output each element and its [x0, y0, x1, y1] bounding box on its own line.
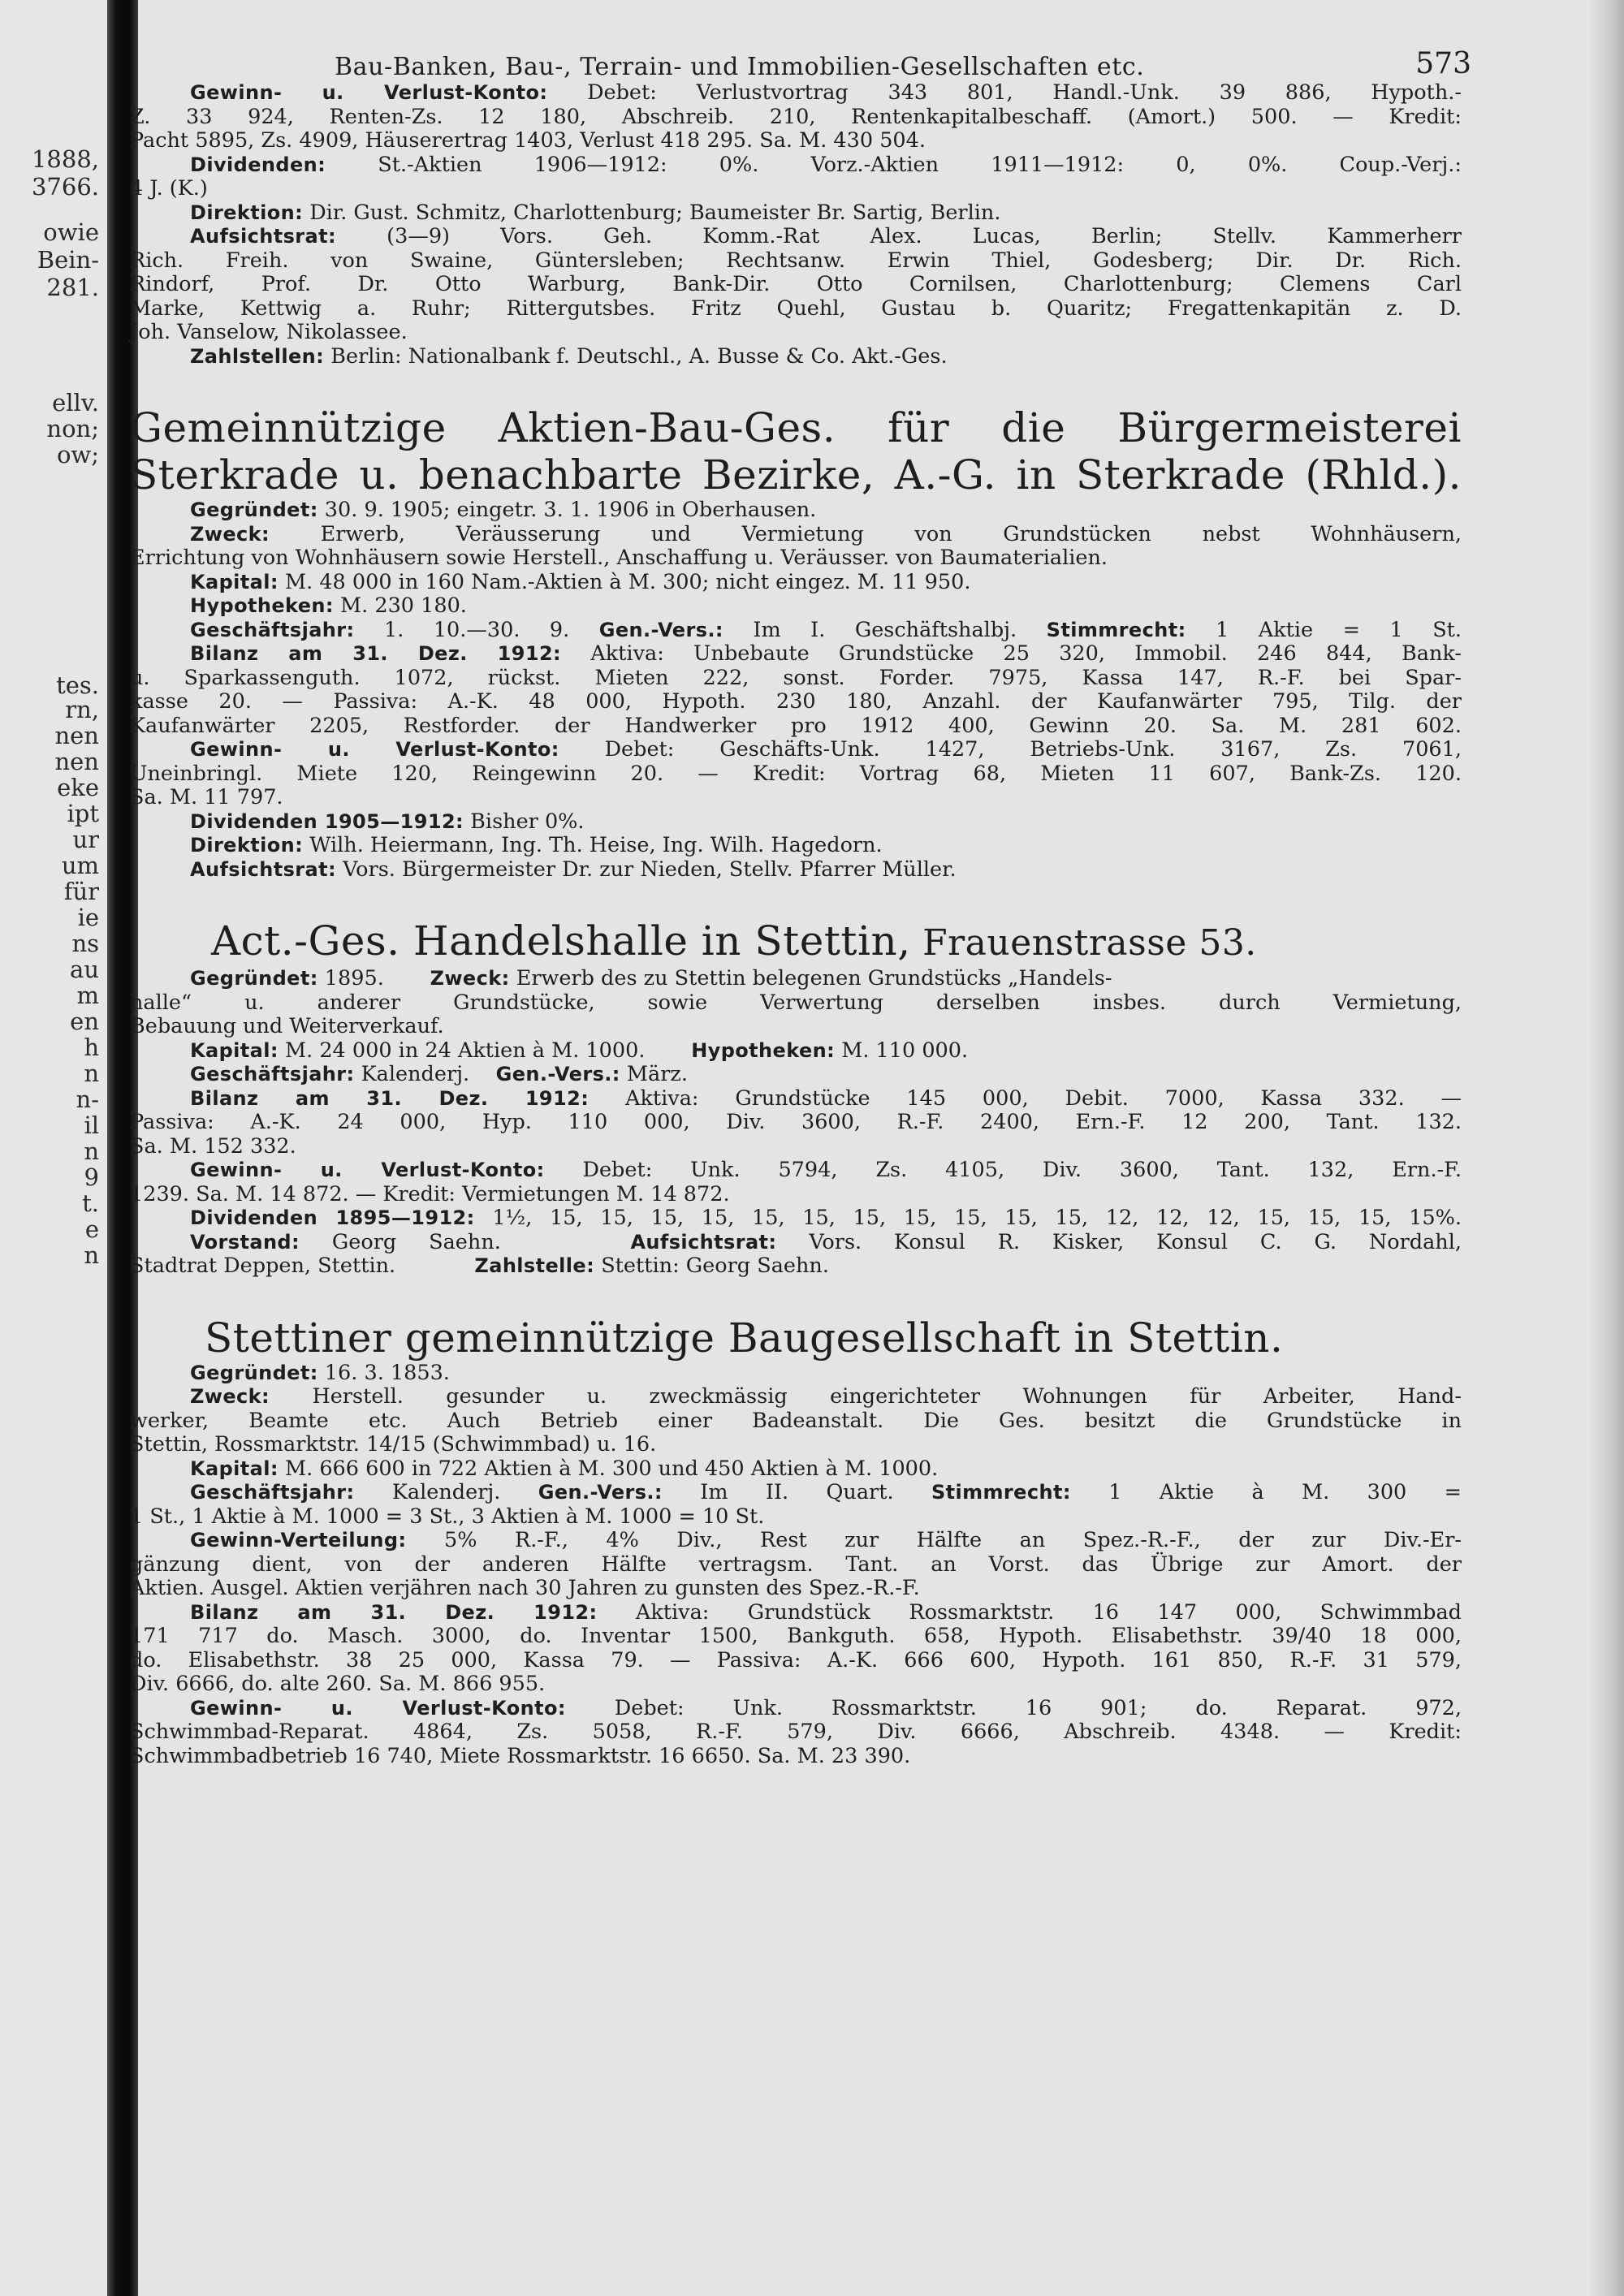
field-label: Geschäftsjahr:	[190, 618, 355, 641]
field-label: Dividenden 1905—1912:	[190, 809, 464, 833]
field-label: Kapital:	[190, 1457, 279, 1480]
field-text: M. 48 000 in 160 Nam.-Aktien à M. 300; nicht eingez. M. 11 950.	[278, 569, 971, 594]
field-text: Herstell. gesunder u. zweckmässig eingerichteter Wohnungen für Arbeiter, Hand-	[270, 1384, 1462, 1409]
previous-page-fragment: h	[84, 1034, 99, 1061]
field-label: Gegründet:	[190, 967, 318, 990]
field-text: halle“ u. anderer Grundstücke, sowie Verwertung derselben insbes. durch Vermietung,	[130, 990, 1462, 1015]
field-label: Stimmrecht:	[1046, 618, 1186, 641]
field-text: M. 230 180.	[333, 593, 467, 618]
field-text: M. 666 600 in 722 Aktien à M. 300 und 450 Aktien à M. 1000.	[278, 1456, 939, 1481]
previous-page-fragment: für	[63, 878, 99, 905]
field-text: Aktiva: Grundstücke 145 000, Debit. 7000, Kassa 332. —	[589, 1085, 1462, 1111]
field-label: Bilanz am 31. Dez. 1912:	[190, 1600, 598, 1624]
entry-stettiner-baugesellschaft	[130, 1314, 1462, 1769]
field-text: Z. 33 924, Renten-Zs. 12 180, Abschreib. 210, Rentenkapitalbeschaff. (Amort.) 500. — Kredit:	[130, 104, 1462, 129]
company-title: Stettiner gemeinnützige Baugesellschaft in Stettin.	[205, 1314, 1284, 1362]
field-text: Georg Saehn.	[300, 1229, 501, 1254]
field-label: Direktion:	[190, 201, 304, 224]
previous-page-fragment: 1888,	[31, 145, 99, 173]
field-text: Schwimmbadbetrieb 16 740, Miete Rossmarktstr. 16 6650. Sa. M. 23 390.	[130, 1743, 911, 1768]
field-label: Bilanz am 31. Dez. 1912:	[190, 1086, 590, 1110]
field-label: Gewinn- u. Verlust-Konto:	[190, 81, 548, 104]
field-text: Debet: Unk. 5794, Zs. 4105, Div. 3600, Tant. 132, Ern.-F.	[544, 1158, 1462, 1182]
field-text: Aktiva: Unbebaute Grundstücke 25 320, Immobil. 246 844, Bank-	[561, 641, 1462, 666]
field-text: 30. 9. 1905; eingetr. 3. 1. 1906 in Oberhausen.	[317, 498, 817, 522]
field-text: Aktiva: Grundstück Rossmarktstr. 16 147 000, Schwimmbad	[597, 1599, 1462, 1625]
field-text: Im I. Geschäftshalbj.	[723, 617, 1017, 642]
field-text: Vors. Konsul R. Kisker, Konsul C. G. Nordahl,	[776, 1229, 1462, 1254]
field-text: Rindorf, Prof. Dr. Otto Warburg, Bank-Dir. Otto Cornilsen, Charlottenburg; Clemens Carl	[130, 272, 1462, 296]
field-text: 171 717 do. Masch. 3000, do. Inventar 1500, Bankguth. 658, Hypoth. Elisabethstr. 39/40 18 000,	[130, 1624, 1462, 1648]
field-label: Bilanz am 31. Dez. 1912:	[190, 642, 562, 665]
running-head	[130, 32, 1471, 81]
field-text: Stettin: Georg Saehn.	[594, 1254, 829, 1278]
field-text: Wilh. Heiermann, Ing. Th. Heise, Ing. Wilh. Hagedorn.	[303, 833, 883, 857]
field-label: Zahlstellen:	[190, 344, 325, 368]
previous-page-fragment: ipt	[67, 800, 99, 827]
previous-page-fragment: n-	[76, 1085, 99, 1113]
running-head-title: Bau-Banken, Bau-, Terrain- und Immobilien-Gesellschaften etc.	[335, 53, 1145, 81]
field-text: Passiva: A.-K. 24 000, Hyp. 110 000, Div. 3600, R.-F. 2400, Ern.-F. 12 200, Tant. 132.	[130, 1110, 1462, 1134]
field-label: Zweck:	[190, 522, 270, 546]
field-text: Debet: Unk. Rossmarktstr. 16 901; do. Reparat. 972,	[565, 1695, 1462, 1720]
entry-handelshalle	[130, 917, 1462, 1279]
previous-page-fragment: nen	[54, 748, 99, 775]
previous-page-fragment: 3766.	[31, 173, 99, 201]
field-text: Vors. Bürgermeister Dr. zur Nieden, Stellv. Pfarrer Müller.	[336, 857, 957, 882]
previous-page-fragment: au	[70, 956, 99, 983]
field-label: Kapital:	[190, 570, 279, 593]
field-text: Div. 6666, do. alte 260. Sa. M. 866 955.	[130, 1672, 546, 1696]
field-text: Stettin, Rossmarktstr. 14/15 (Schwimmbad) u. 16.	[130, 1432, 657, 1457]
previous-page-fragment: ie	[77, 904, 99, 931]
company-address: Frauenstrasse 53.	[910, 922, 1257, 964]
field-text: 5% R.-F., 4% Div., Rest zur Hälfte an Spez.-R.-F., der zur Div.-Er-	[406, 1528, 1462, 1552]
field-text: Kalenderj.	[354, 1480, 501, 1504]
field-text: Uneinbringl. Miete 120, Reingewinn 20. — Kredit: Vortrag 68, Mieten 11 607, Bank-Zs. 120.	[130, 761, 1462, 786]
field-text: Debet: Verlustvortrag 343 801, Handl.-Unk. 39 886, Hypoth.-	[547, 80, 1462, 105]
company-title	[130, 917, 1462, 967]
field-text: u. Sparkassenguth. 1072, rückst. Mieten 222, sonst. Forder. 7975, Kassa 147, R.-F. bei Spar-	[130, 665, 1462, 690]
field-text: Dir. Gust. Schmitz, Charlottenburg; Baumeister Br. Sartig, Berlin.	[303, 200, 1001, 225]
field-text: werker, Beamte etc. Auch Betrieb einer Badeanstalt. Die Ges. besitzt die Grundstücke in	[130, 1408, 1462, 1433]
previous-page-fragment: owie	[43, 218, 99, 246]
field-label: Aufsichtsrat:	[630, 1230, 777, 1254]
field-label: Geschäftsjahr:	[190, 1063, 355, 1085]
field-text: Erwerb des zu Stettin belegenen Grundstücks „Handels-	[509, 966, 1112, 990]
field-text: M. 24 000 in 24 Aktien à M. 1000.	[278, 1038, 646, 1063]
company-title-line2: Sterkrade u. benachbarte Bezirke, A.-G. in Sterkrade (Rhld.).	[130, 451, 1462, 498]
field-label: Aufsichtsrat:	[190, 225, 336, 248]
previous-page-fragment: m	[76, 982, 99, 1009]
field-label: Gegründet:	[190, 498, 318, 521]
field-text: 4 J. (K.)	[130, 176, 208, 201]
field-text: Kaufanwärter 2205, Restforder. der Handwerker pro 1912 400, Gewinn 20. Sa. M. 281 602.	[130, 713, 1462, 738]
previous-page-fragment: 281.	[46, 274, 99, 301]
field-text: (3—9) Vors. Geh. Komm.-Rat Alex. Lucas, Berlin; Stellv. Kammerherr	[336, 224, 1462, 248]
field-label: Zweck:	[190, 1385, 270, 1408]
field-label: Geschäftsjahr:	[190, 1481, 355, 1504]
field-label: Hypotheken:	[691, 1038, 836, 1062]
field-label: Gen.-Vers.:	[495, 1063, 620, 1085]
field-text: Errichtung von Wohnhäusern sowie Herstell., Anschaffung u. Veräusser. von Baumaterialien.	[130, 546, 1108, 570]
page-number: 573	[1415, 47, 1471, 80]
field-label: Gen.-Vers.:	[538, 1481, 663, 1504]
field-text: 1. 10.—30. 9.	[354, 617, 570, 642]
previous-page-fragment: e	[84, 1215, 99, 1243]
field-text: Joh. Vanselow, Nikolassee.	[130, 320, 408, 344]
previous-page-fragment: il	[84, 1111, 99, 1139]
field-label: Gegründet:	[190, 1361, 318, 1384]
field-label: Zahlstelle:	[474, 1254, 595, 1277]
field-text: 1 St., 1 Aktie à M. 1000 = 3 St., 3 Aktien à M. 1000 = 10 St.	[130, 1504, 765, 1529]
field-text: Im II. Quart.	[662, 1480, 894, 1504]
field-text: 1 Aktie = 1 St.	[1186, 617, 1462, 642]
field-text: do. Elisabethstr. 38 25 000, Kassa 79. — Passiva: A.-K. 666 600, Hypoth. 161 850, R.-F. 31 579,	[130, 1647, 1462, 1672]
page-edge-shadow	[1590, 0, 1624, 2296]
previous-page-fragment: um	[61, 852, 99, 879]
entry-continuation	[130, 81, 1462, 369]
field-label: Gen.-Vers.:	[598, 618, 723, 641]
field-text: Aktien. Ausgel. Aktien verjähren nach 30 Jahren zu gunsten des Spez.-R.-F.	[130, 1576, 920, 1600]
company-title: Gemeinnützige Aktien-Bau-Ges. für die Bürgermeisterei	[130, 404, 1462, 451]
previous-page-fragment: nen	[54, 722, 99, 749]
previous-page-fragment: tes.	[56, 671, 99, 699]
previous-page-fragment: en	[70, 1008, 99, 1035]
previous-page-fragment: t.	[82, 1189, 99, 1217]
field-text: 1239. Sa. M. 14 872. — Kredit: Vermietungen M. 14 872.	[130, 1181, 730, 1206]
previous-page-fragment: ur	[72, 826, 99, 853]
previous-page-fragment: n	[84, 1241, 99, 1269]
document-page	[130, 32, 1471, 1768]
field-text: Pacht 5895, Zs. 4909, Häuserertrag 1403, Verlust 418 295. Sa. M. 430 504.	[130, 128, 926, 153]
previous-page-fragment: ow;	[56, 441, 99, 468]
field-text: St.-Aktien 1906—1912: 0%. Vorz.-Aktien 1911—1912: 0, 0%. Coup.-Verj.:	[326, 152, 1462, 177]
field-text: Rich. Freih. von Swaine, Güntersleben; Rechtsanw. Erwin Thiel, Godesberg; Dir. Dr. Rich.	[130, 248, 1462, 273]
previous-page-fragment: Bein-	[37, 246, 99, 274]
field-label: Gewinn- u. Verlust-Konto:	[190, 738, 559, 761]
field-text: Sa. M. 152 332.	[130, 1133, 296, 1159]
previous-page-fragment: eke	[57, 774, 99, 801]
field-label: Stimmrecht:	[931, 1481, 1071, 1504]
field-text: Debet: Geschäfts-Unk. 1427, Betriebs-Unk. 3167, Zs. 7061,	[559, 737, 1462, 762]
field-label: Dividenden:	[190, 153, 326, 176]
field-label: Vorstand:	[190, 1230, 300, 1254]
field-text: Erwerb, Veräusserung und Vermietung von Grundstücken nebst Wohnhäusern,	[270, 521, 1462, 546]
field-text: gänzung dient, von der anderen Hälfte vertragsm. Tant. an Vorst. das Übrige zur Amort. der	[130, 1552, 1462, 1577]
field-text: Stadtrat Deppen, Stettin.	[130, 1254, 396, 1278]
field-text: Bebauung und Weiterverkauf.	[130, 1014, 444, 1038]
field-text: Kalenderj.	[354, 1062, 470, 1086]
field-label: Gewinn- u. Verlust-Konto:	[190, 1696, 566, 1720]
field-label: Gewinn- u. Verlust-Konto:	[190, 1159, 545, 1181]
field-text: Berlin: Nationalbank f. Deutschl., A. Busse & Co. Akt.-Ges.	[324, 343, 948, 369]
field-text: 1½, 15, 15, 15, 15, 15, 15, 15, 15, 15, 15, 15, 12, 12, 12, 15, 15, 15, 15%.	[474, 1206, 1462, 1230]
previous-page-fragment: ns	[71, 930, 99, 957]
previous-page-fragment: non;	[46, 415, 99, 442]
company-name: Act.-Ges. Handelshalle in Stettin,	[211, 917, 911, 965]
field-label: Direktion:	[190, 834, 304, 857]
previous-page-fragment: n	[84, 1060, 99, 1087]
field-label: Kapital:	[190, 1038, 279, 1062]
field-text: 1 Aktie à M. 300 =	[1070, 1480, 1462, 1504]
previous-page-fragment: n	[84, 1137, 99, 1165]
field-text: 16. 3. 1853.	[317, 1360, 450, 1385]
field-text: März.	[620, 1062, 688, 1086]
previous-page-edge	[0, 0, 107, 2296]
field-label: Dividenden 1895—1912:	[190, 1206, 475, 1229]
previous-page-fragment: ellv.	[52, 389, 99, 416]
field-text: kasse 20. — Passiva: A.-K. 48 000, Hypoth. 230 180, Anzahl. der Kaufanwärter 795, Tilg. der	[130, 689, 1462, 714]
field-text: Sa. M. 11 797.	[130, 785, 283, 809]
field-label: Gewinn-Verteilung:	[190, 1529, 407, 1552]
field-text: 1895.	[317, 966, 384, 990]
previous-page-fragment: 9	[84, 1163, 99, 1191]
field-label: Hypotheken:	[190, 594, 334, 617]
entry-sterkrade	[130, 404, 1462, 882]
field-text: Schwimmbad-Reparat. 4864, Zs. 5058, R.-F. 579, Div. 6666, Abschreib. 4348. — Kredit:	[130, 1720, 1462, 1744]
field-text: Bisher 0%.	[464, 809, 585, 834]
field-text: M. 110 000.	[835, 1038, 969, 1063]
field-text: Marke, Kettwig a. Ruhr; Rittergutsbes. Fritz Quehl, Gustau b. Quaritz; Fregattenkapitän z. D.	[130, 296, 1462, 321]
previous-page-fragment: rn,	[65, 696, 99, 723]
field-label: Zweck:	[430, 967, 510, 990]
field-label: Aufsichtsrat:	[190, 857, 336, 881]
